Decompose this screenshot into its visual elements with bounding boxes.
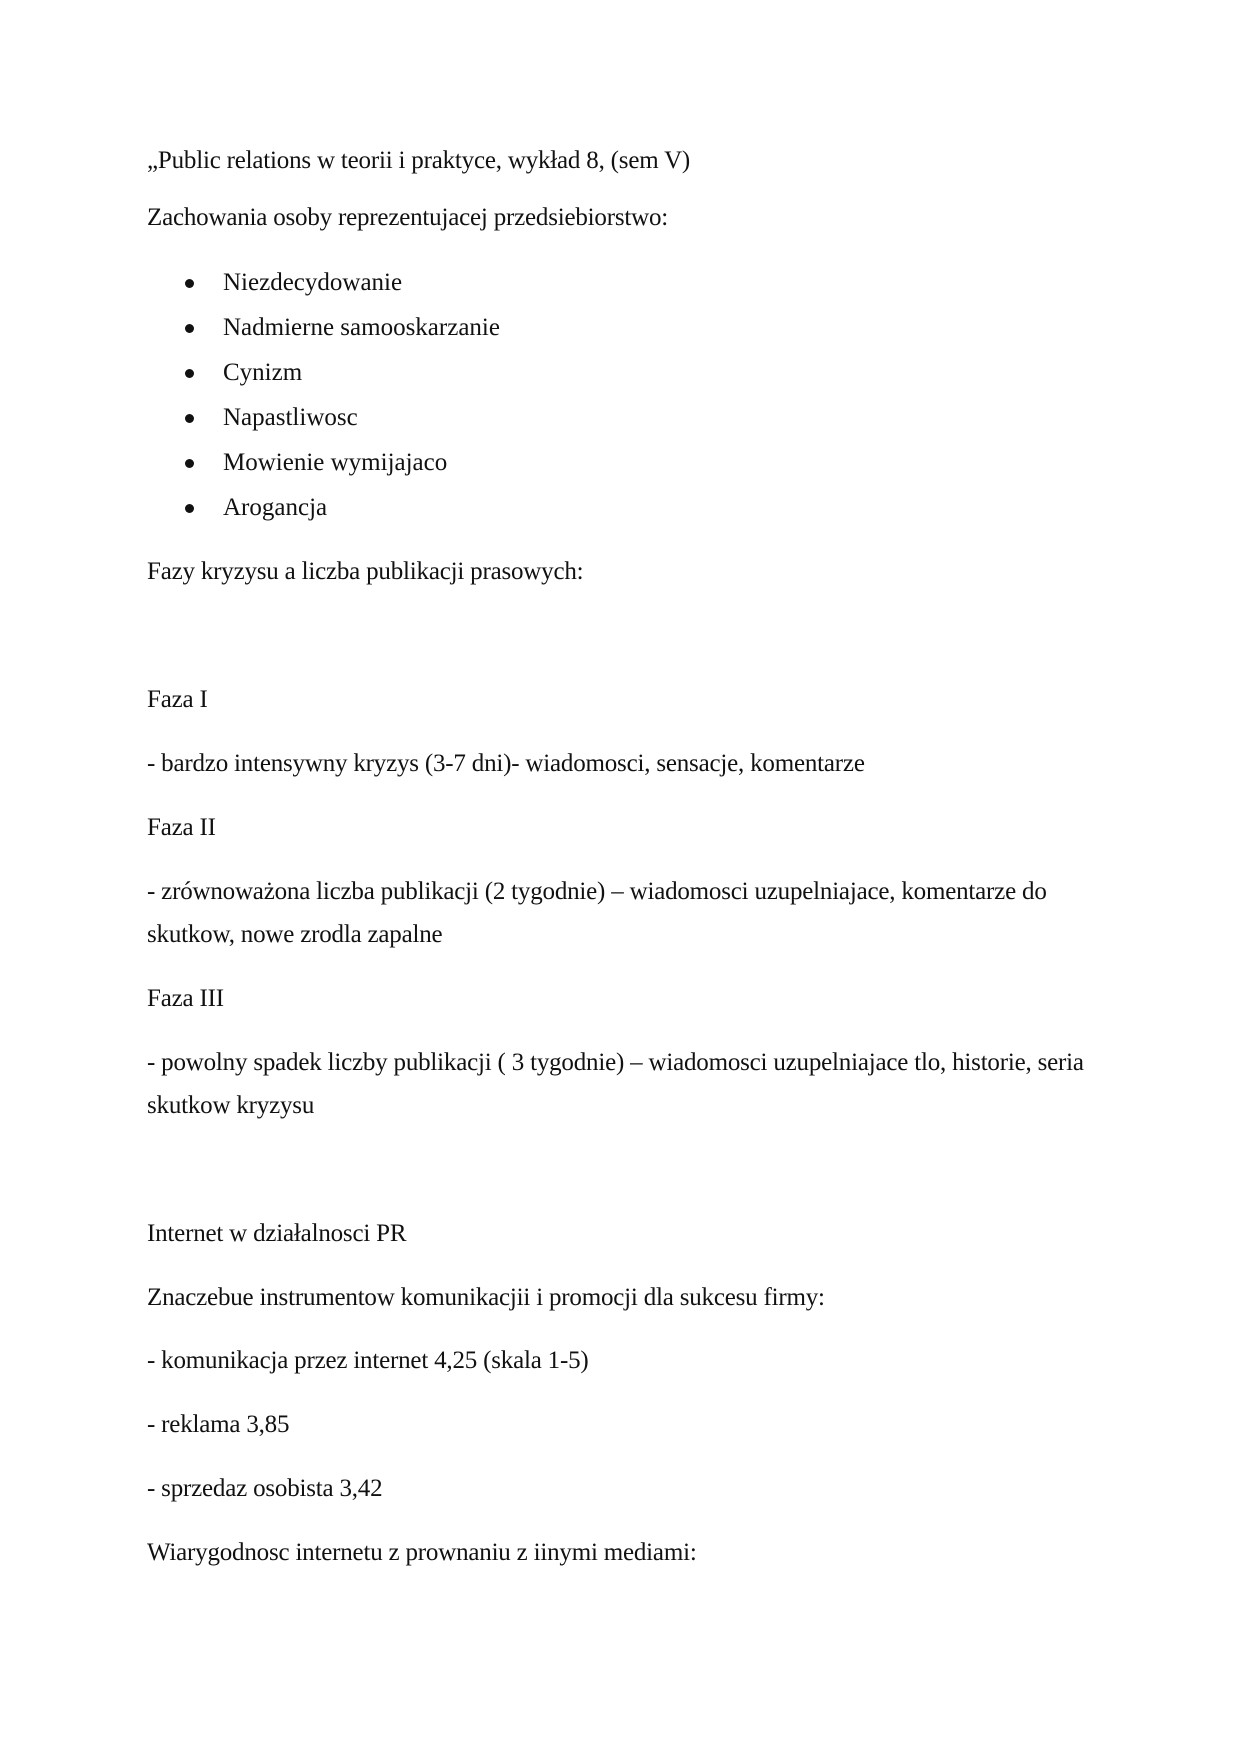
phase-3-text: - powolny spadek liczby publikacji ( 3 tygodnie) – wiadomosci uzupelniajace tlo, historie, seria skutkow kryzysu (147, 1049, 1084, 1119)
bullet-icon (185, 279, 194, 288)
importance-item: - komunikacja przez internet 4,25 (skala 1-5) (147, 1347, 589, 1374)
phases-heading: Fazy kryzysu a liczba publikacji prasowych: (147, 558, 584, 585)
phase-1-title: Faza I (147, 686, 208, 713)
importance-item: - reklama 3,85 (147, 1411, 290, 1438)
bullet-icon (185, 369, 194, 378)
phase-2-text: - zrównoważona liczba publikacji (2 tygodnie) – wiadomosci uzupelniajace, komentarze do skutkow, nowe zrodla zapalne (147, 878, 1047, 948)
document-page: „Public relations w teorii i praktyce, wykład 8, (sem V) Zachowania osoby reprezentujacej przedsiebiorstwo: Niezdecydowanie Nadmierne samooskarzanie Cynizm Napastliwosc Mowienie wymijajaco Arogancja Fazy kryzysu a liczba publikacji prasowych: Faza I - bardzo intensywny kryzys (3-7 dni)- wiadomosci, sensacje, komentarze Faza II - zrównoważona liczba publikacji (2 tygodnie) – wiadomosci uzupelniajace, komentarze do skutkow, nowe zrodla zapalne Faza III - powolny spadek liczby publikacji ( 3 tygodnie) – wiadomosci uzupelniajace tlo, historie, seria skutkow kryzysu Internet w działalnosci PR Znaczebue instrumentow komunikacjii i promocji dla sukcesu firmy: - komunikacja przez internet 4,25 (skala 1-5) - reklama 3,85 - sprzedaz osobista 3,42 Wiarygodnosc internetu z prownaniu z iinymi mediami: (0, 0, 1240, 1754)
internet-heading: Internet w działalnosci PR (147, 1220, 407, 1247)
importance-heading: Znaczebue instrumentow komunikacjii i promocji dla sukcesu firmy: (147, 1284, 825, 1311)
bullet-icon (185, 459, 194, 468)
importance-item: - sprzedaz osobista 3,42 (147, 1475, 383, 1502)
credibility-heading: Wiarygodnosc internetu z prownaniu z iinymi mediami: (147, 1539, 697, 1566)
phase-1-text: - bardzo intensywny kryzys (3-7 dni)- wiadomosci, sensacje, komentarze (147, 750, 865, 777)
bullet-icon (185, 414, 194, 423)
document-title: „Public relations w teorii i praktyce, wykład 8, (sem V) (147, 147, 691, 174)
phase-2-title: Faza II (147, 814, 216, 841)
phase-3-title: Faza III (147, 985, 224, 1012)
behaviors-heading: Zachowania osoby reprezentujacej przedsiebiorstwo: (147, 204, 669, 231)
bullet-icon (185, 504, 194, 513)
bullet-icon (185, 324, 194, 333)
